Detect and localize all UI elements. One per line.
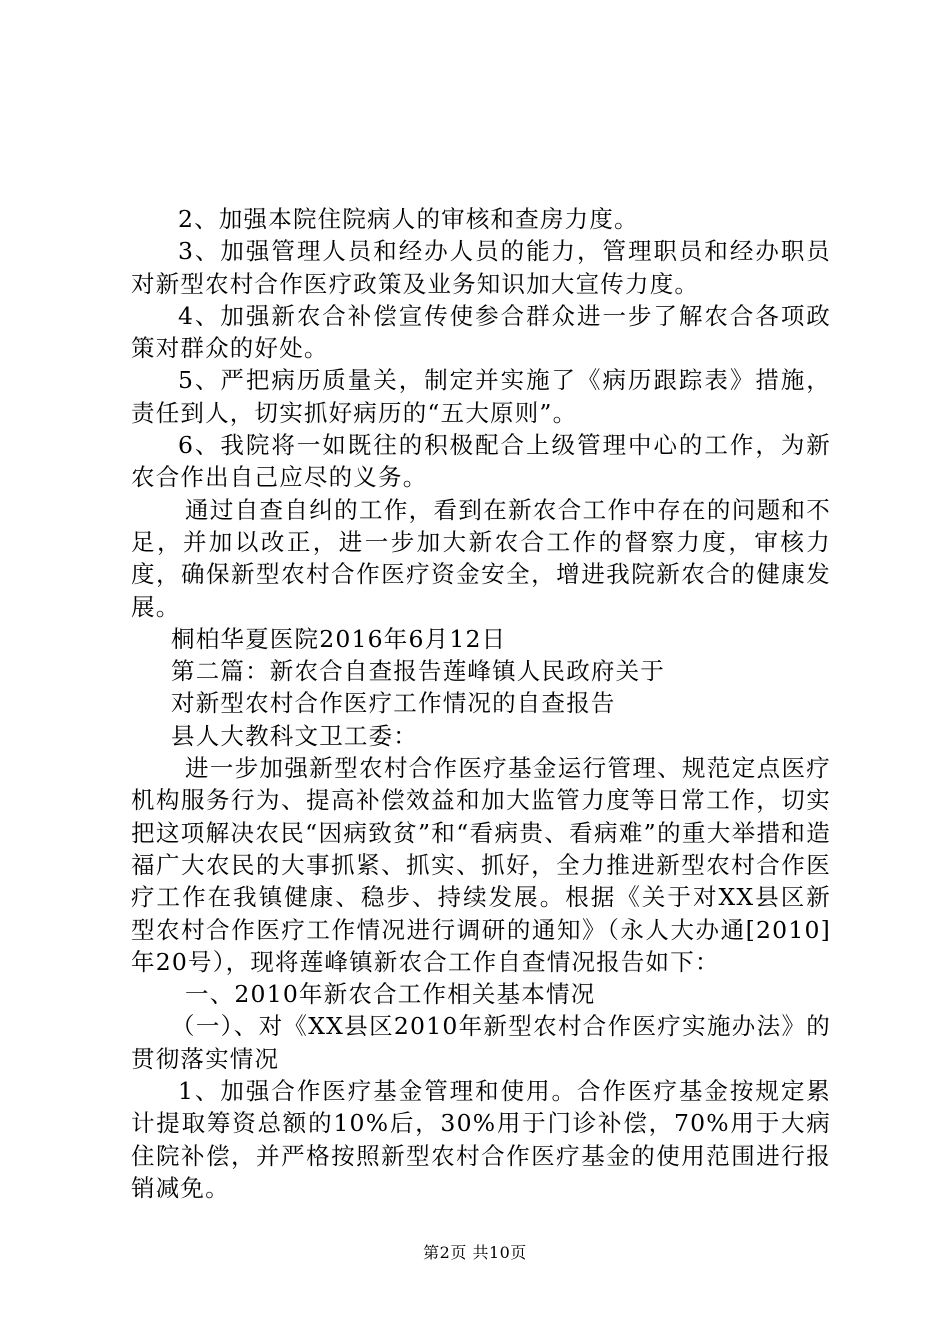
- paragraph-item-5: 5、严把病历质量关，制定并实施了《病历跟踪表》措施，责任到人，切实抓好病历的“五大原则”。: [131, 366, 831, 427]
- page-footer: 第2页 共10页: [423, 1243, 527, 1262]
- paragraph-conclusion: 通过自查自纠的工作，看到在新农合工作中存在的问题和不足，并加以改正，进一步加大新农合工作的督察力度，审核力度，确保新型农村合作医疗资金安全，增进我院新农合的健康发展。: [131, 495, 831, 621]
- paragraph-item-2: 2、加强本院住院病人的审核和查房力度。: [178, 205, 639, 233]
- subheading-one: 一、2010年新农合工作相关基本情况: [185, 980, 596, 1009]
- paragraph-intro: 进一步加强新型农村合作医疗基金运行管理、规范定点医疗机构服务行为、提高补偿效益和加大监管力度等日常工作，切实把这项解决农民“因病致贫”和“看病贵、看病难”的重大举措和造福广大农民的大事抓紧、抓实、抓好，全力推进新型农村合作医疗工作在我镇健康、稳步、持续发展。根据《关于对XX县区新型农村合作医疗工作情况进行调研的通知》（永人大办通[2010]年20号），现将莲峰镇新农合工作自查情况报告如下：: [131, 754, 831, 976]
- section-heading: 第二篇：新农合自查报告莲峰镇人民政府关于: [171, 657, 665, 686]
- report-title: 对新型农村合作医疗工作情况的自查报告: [171, 689, 616, 718]
- paragraph-fund-management: 1、加强合作医疗基金管理和使用。合作医疗基金按规定累计提取筹资总额的10%后，30%用于门诊补偿，70%用于大病住院补偿，并严格按照新型农村合作医疗基金的使用范围进行报销减免。: [131, 1077, 831, 1202]
- paragraph-item-3: 3、加强管理人员和经办人员的能力，管理职员和经办职员对新型农村合作医疗政策及业务知识加大宣传力度。: [131, 237, 831, 298]
- subheading-one-a: （一）、对《XX县区2010年新型农村合作医疗实施办法》的贯彻落实情况: [131, 1012, 831, 1073]
- salutation: 县人大教科文卫工委：: [171, 721, 418, 750]
- document-body: [131, 203, 831, 1204]
- paragraph-item-4: 4、加强新农合补偿宣传使参合群众进一步了解农合各项政策对群众的好处。: [131, 301, 831, 363]
- signature-line: 桐柏华夏医院2016年6月12日: [171, 624, 507, 653]
- paragraph-item-6: 6、我院将一如既往的积极配合上级管理中心的工作，为新农合作出自己应尽的义务。: [131, 431, 831, 492]
